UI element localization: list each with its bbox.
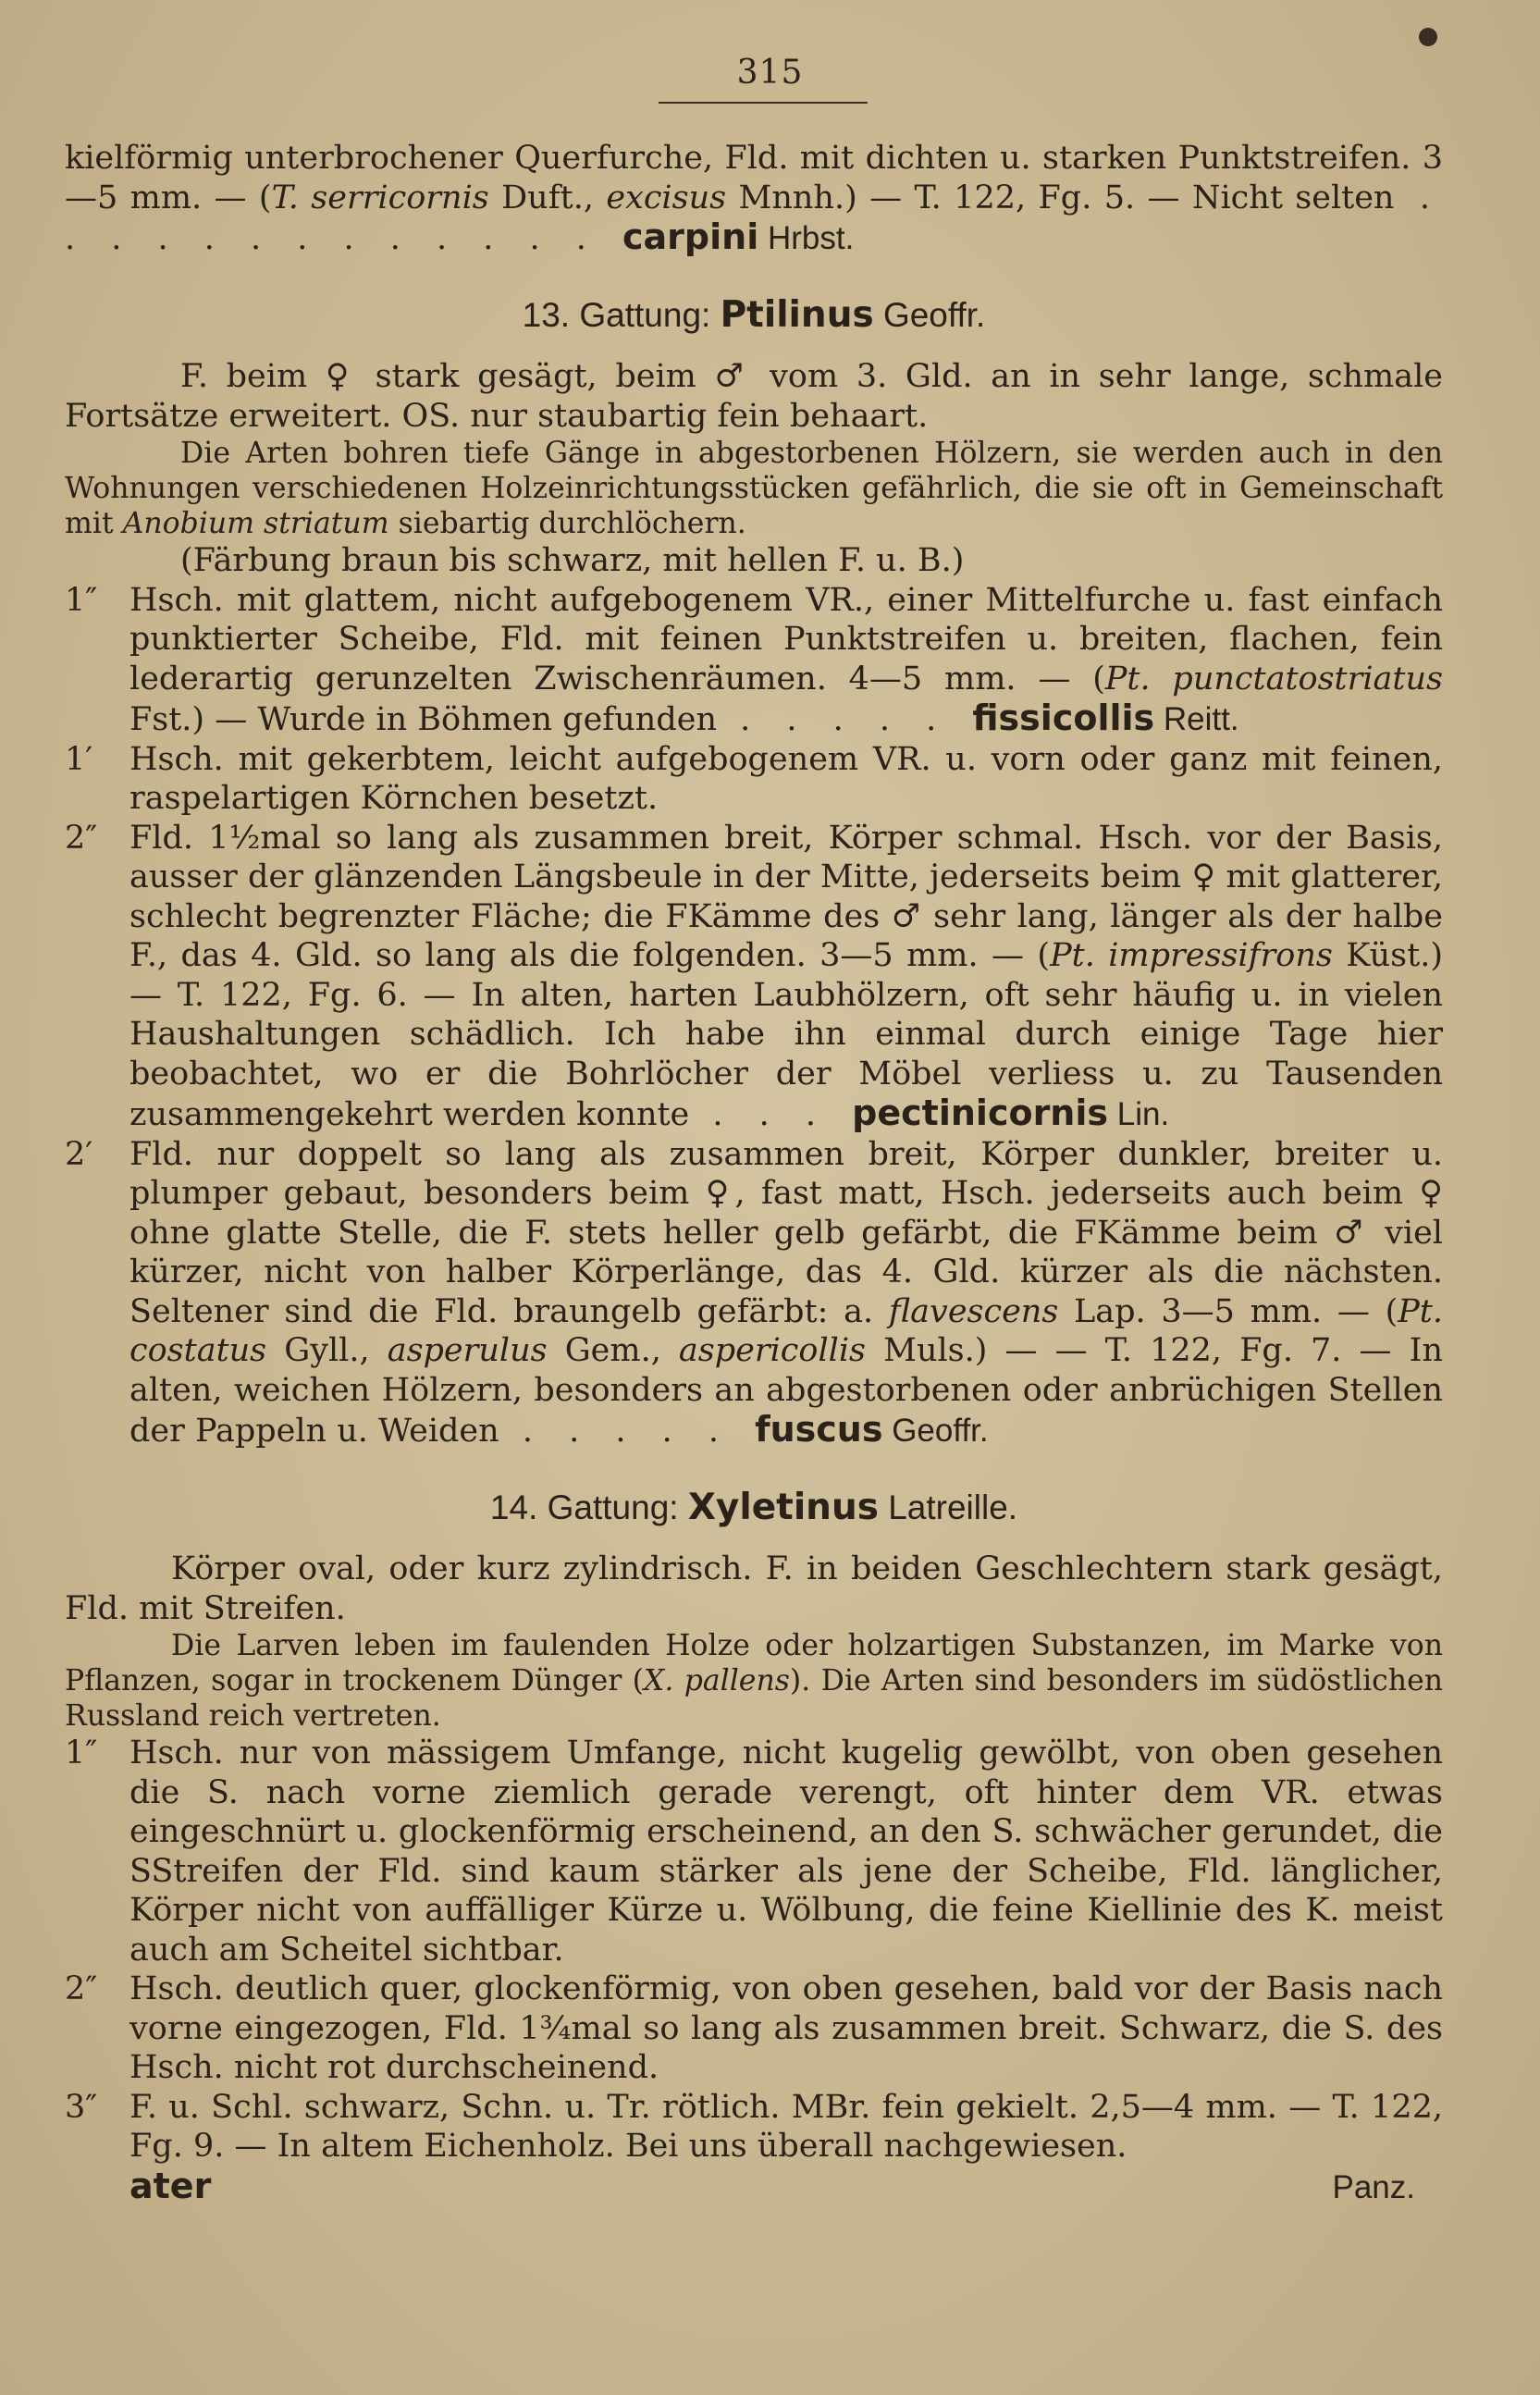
key-text [129, 819, 1443, 1135]
leader-dots: . . . . . [499, 1413, 756, 1450]
note-text: Die Arten bohren tiefe Gänge in abgestorbenen Hölzern, sie werden auch in den Wohnungen verschiedenen Holzeinrichtungsstücken gefährlich, die sie oft in Gemeinschaft mit [65, 437, 1443, 540]
key-text-part: Gem., [547, 1332, 679, 1369]
key-entry [65, 740, 1443, 819]
key-entry [65, 1135, 1443, 1451]
genus-note [65, 436, 1443, 541]
intro-text: Duft., [488, 179, 607, 216]
note-text: Die Larven leben im faulenden Holze oder holzartigen Substanzen, im Marke von Pflanzen, sogar in trockenem Dünger ( [65, 1629, 1443, 1697]
key-number: 1″ [65, 1735, 98, 1772]
intro-paragraph [65, 139, 1443, 259]
genus-number: 14. Gattung: [489, 1488, 688, 1526]
key-text: Hsch. nur von mässigem Umfange, nicht kugelig gewölbt, von oben gesehen die S. nach vorne ziemlich gerade verengt, oft hinter dem VR. etwas eingeschnürt u. glockenförmig erscheinend, an den S. schwächer gerundet, die SStreifen der Fld. sind kaum stärker als jene der Scheibe, Fld. länglicher, Körper nicht von auffälliger Kürze u. Wölbung, die feine Kiellinie des K. meist auch am Scheitel sichtbar. [129, 1735, 1443, 1969]
key-text-part: Fld. nur doppelt so lang als zusammen breit, Körper dunkler, breiter u. plumper gebaut, besonders beim ♀, fast matt, Hsch. jederseits auch beim ♀ ohne glatte Stelle, die F. stets heller gelb gefärbt, die FKämme beim ♂ viel kürzer, nicht von halber Körperlänge, das 4. Gld. kürzer als die nächsten. Seltener sind die Fld. braungelb gefärbt: a. [129, 1135, 1443, 1330]
key-synonym: Pt. costatus [129, 1292, 1443, 1369]
page-number: 315 [736, 54, 804, 92]
note-italic: X. pallens [643, 1664, 790, 1697]
key-entry [65, 2088, 1443, 2208]
key-number: 1″ [65, 581, 98, 619]
genus-name: Ptilinus [720, 293, 874, 336]
genus-note [65, 1628, 1443, 1734]
genus-description: Körper oval, oder kurz zylindrisch. F. in beiden Geschlechtern stark gesägt, Fld. mit Streifen. [65, 1550, 1443, 1627]
key-text: Hsch. mit gekerbtem, leicht aufgebogenem VR. u. vorn oder ganz mit feinen, raspelartigen Körnchen besetzt. [129, 740, 1443, 817]
page-content [65, 139, 1443, 2207]
key-synonym: Pt. impressifrons [1050, 937, 1333, 974]
species-author: Lin. [1108, 1096, 1170, 1132]
key-entry [65, 819, 1443, 1135]
genus-heading [65, 293, 1443, 336]
key-number: 2′ [65, 1135, 93, 1173]
species-name: pectinicornis [852, 1093, 1109, 1133]
leader-dots: . . . . . . . . . . . . . [65, 179, 1443, 257]
intro-text: Mnnh.) — T. 122, Fg. 5. — Nicht selten [726, 179, 1395, 216]
key-text [129, 581, 1443, 740]
genus-heading [65, 1488, 1443, 1528]
key-number: 1′ [65, 740, 93, 778]
key-entry [65, 1969, 1443, 2088]
genus-description: F. beim ♀ stark gesägt, beim ♂ vom 3. Gld. an in sehr lange, schmale Fortsätze erweitert. OS. nur staubartig fein behaart. [65, 358, 1443, 435]
key-text-part: Lap. 3—5 mm. — ( [1058, 1292, 1398, 1330]
key-text [129, 1135, 1443, 1451]
key-number: 2″ [65, 819, 98, 857]
leader-dots: . . . . . [717, 701, 973, 738]
ink-spot [1419, 28, 1437, 46]
intro-synonym: excisus [606, 179, 727, 216]
genus-author: Geoffr. [873, 295, 986, 334]
key-text-part: Fld. 1½mal so lang als zusammen breit, Körper schmal. Hsch. vor der Basis, ausser der glänzenden Längsbeule in der Mitte, jederseits beim ♀ mit glatterer, schlecht begrenzter Fläche; die FKämme des ♂ sehr lang, länger als der halbe F., das 4. Gld. so lang als die folgenden. 3—5 mm. — ( [129, 819, 1443, 974]
species-author: Hrbst. [758, 220, 855, 256]
intro-synonym: T. serricornis [271, 179, 489, 216]
genus-name: Xyletinus [687, 1486, 879, 1528]
key-synonym: Pt. punctatostriatus [1104, 660, 1443, 698]
key-number: 3″ [65, 2088, 98, 2126]
key-text-part: Gyll., [266, 1332, 388, 1369]
key-synonym: aspericollis [678, 1332, 867, 1369]
species-author: Reitt. [1154, 701, 1239, 737]
species-author: Panz. [211, 2168, 1415, 2205]
genus-author: Latreille. [878, 1488, 1018, 1526]
note-text: siebartig durchlöchern. [388, 507, 746, 540]
species-author: Geoffr. [882, 1413, 989, 1449]
key-text-part: Hsch. mit glattem, nicht aufgebogenem VR., einer Mittelfurche u. fast einfach punktierter Scheibe, Fld. mit feinen Punktstreifen u. breiten, flachen, fein lederartig gerunzelten Zwischenräumen. 4—5 mm. — ( [129, 581, 1443, 698]
key-synonym: asperulus [387, 1332, 548, 1369]
key-entry [65, 1734, 1443, 1969]
key-text-part: Küst.) — T. 122, Fg. 6. — In alten, harten Laubhölzern, oft sehr häufig u. in vielen Haushaltungen schädlich. Ich habe ihn einmal durch einige Tage hier beobachtet, wo er die Bohrlöcher der Möbel verliess u. zu Tausenden zusammengekehrt werden konnte [129, 937, 1443, 1133]
key-text-part: Muls.) — — T. 122, Fg. 7. — In alten, weichen Hölzern, besonders an abgestorbenen oder anbrüchigen Stellen der Pappeln u. Weiden [129, 1332, 1443, 1450]
leader-dots: . . . [689, 1096, 853, 1133]
note-italic: Anobium striatum [122, 507, 389, 540]
key-body [129, 2088, 1443, 2208]
intro-text: kielförmig unterbrochener Querfurche, Fld. mit dichten u. starken Punktstreifen. 3—5 mm. — ( [65, 140, 1443, 216]
species-name: ater [129, 2165, 212, 2206]
key-text-part: Fst.) — Wurde in Böhmen gefunden [129, 701, 717, 738]
species-name: carpini [622, 216, 759, 257]
key-synonym: flavescens [888, 1292, 1059, 1330]
note-text: ). Die Arten sind besonders im südöstlichen Russland reich vertreten. [65, 1664, 1444, 1733]
key-number: 2″ [65, 1970, 98, 2007]
species-name: fissicollis [972, 698, 1155, 738]
color-note: (Färbung braun bis schwarz, mit hellen F. u. B.) [180, 542, 965, 579]
species-line [129, 2167, 1443, 2208]
page-number-rule [659, 102, 868, 104]
key-text: Hsch. deutlich quer, glockenförmig, von oben gesehen, bald vor der Basis nach vorne eingezogen, Fld. 1¾mal so lang als zusammen breit. Schwarz, die S. des Hsch. nicht rot durchscheinend. [129, 1970, 1443, 2086]
key-entry [65, 581, 1443, 740]
genus-number: 13. Gattung: [522, 295, 721, 334]
key-text: F. u. Schl. schwarz, Schn. u. Tr. rötlich. MBr. fein gekielt. 2,5—4 mm. — T. 122, Fg. 9. — In altem Eichenholz. Bei uns überall nachgewiesen. [129, 2088, 1443, 2165]
species-name: fuscus [755, 1409, 883, 1450]
